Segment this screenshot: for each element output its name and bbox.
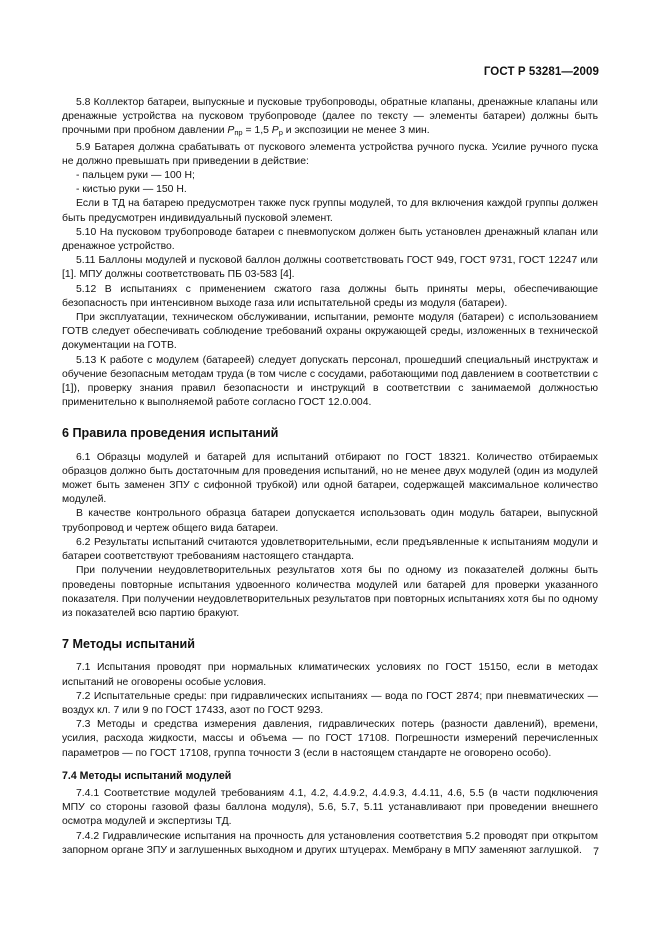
- pressure-subscript-pr: пр: [234, 128, 243, 138]
- paragraph-5-11: 5.11 Баллоны модулей и пусковой баллон должны соответствовать ГОСТ 949, ГОСТ 9731, ГОСТ 12247 или [1]. МПУ должны соответствовать ПБ 03-583 [4].: [62, 255, 598, 281]
- pressure-equation: = 1,5: [242, 125, 272, 137]
- paragraph-5-13: 5.13 К работе с модулем (батареей) следует допускать персонал, прошедший специальный инструктаж и обучение безопасным методам труда (в том числе с сосудами, работающими под давлением в соответствии с [1]), проверку знания правил безопасности и инструкций в соответствии с занимаемой должностью применительно к выполняемой работе согласно ГОСТ 12.0.004.: [62, 354, 598, 409]
- paragraph-6-1: 6.1 Образцы модулей и батарей для испытаний отбирают по ГОСТ 18321. Количество отбираемых образцов должно быть достаточным для проведения испытаний, но не менее двух модулей (один из модулей может быть заменен ЗПУ с сифонной трубкой) или одной батареи, содержащей максимальное количество модулей.: [62, 451, 598, 506]
- list-item-hand: - кистью руки — 150 Н.: [76, 184, 187, 196]
- paragraph-5-10: 5.10 На пусковом трубопроводе батареи с пневмопуском должен быть установлен дренажный клапан или дренажное устройство.: [62, 226, 598, 253]
- paragraph-5-8: [62, 96, 598, 141]
- paragraph-5-12: 5.12 В испытаниях с применением сжатого газа должны быть приняты меры, обеспечивающие безопасность при интенсивном выходе газа или испытательной среды из модуля (батареи).: [62, 283, 598, 309]
- paragraph-7-1: 7.1 Испытания проводят при нормальных климатических условиях по ГОСТ 15150, если в методах испытаний не оговорены особые условия.: [62, 662, 598, 688]
- paragraph-6-1-b: В качестве контрольного образца батареи допускается использовать один модуль батареи, выпускной трубопровод и чертеж общего вида батареи.: [62, 508, 598, 534]
- list-item-finger: - пальцем руки — 100 Н;: [76, 170, 195, 182]
- paragraph-6-2-b: При получении неудовлетворительных результатов хотя бы по одному из показателей должны быть проведены повторные испытания удвоенного количества модулей или батарей для проверки указанного показателя. При получении неудовлетворительных результатов при повторных испытаниях хотя бы по одному из показателей всю партию бракуют.: [62, 565, 598, 619]
- paragraph-7-3: 7.3 Методы и средства измерения давления, гидравлических потерь (разности давлений), времени, усилия, расхода жидкости, массы и объема — по ГОСТ 17108. Погрешности измерений перечисленных параметров — по ГОСТ 17108, группа точности 3 (если в настоящем стандарте не оговорено особо).: [62, 719, 598, 759]
- paragraph-7-2: 7.2 Испытательные среды: при гидравлических испытаниях — вода по ГОСТ 2874; при пневматических — воздух кл. 7 или 9 по ГОСТ 17433, азот по ГОСТ 9293.: [62, 690, 598, 716]
- paragraph-7-4-1: 7.4.1 Соответствие модулей требованиям 4.1, 4.2, 4.4.9.2, 4.4.9.3, 4.4.11, 4.6, 5.5 (в части подключения МПУ со стороны газовой фазы баллона модуля), 5.6, 5.7, 5.11 устанавливают при проведении внешнего осмотра модулей и экспертизы ТД.: [62, 787, 598, 828]
- paragraph-5-12-b: При эксплуатации, техническом обслуживании, испытании, ремонте модуля (батареи) с использованием ГОТВ следует обеспечивать соблюдение требований охраны окружающей среды, изложенных в технической документации на ГОТВ.: [62, 312, 598, 352]
- document-code: ГОСТ Р 53281—2009: [483, 66, 599, 78]
- pressure-symbol: P: [227, 125, 235, 137]
- paragraph-5-9: 5.9 Батарея должна срабатывать от пускового элемента устройства ручного пуска. Усилие ручного пуска не должно превышать при приведении в действие:: [62, 141, 598, 167]
- paragraph-5-8-text: 5.8 Коллектор батареи, выпускные и пусковые трубопроводы, обратные клапаны, дренажные клапаны или дренажные устройства на пусковом трубопроводе (далее по тексту — элементы батареи) должны быть прочными при пробном давлении: [62, 97, 598, 137]
- section-heading-6: 6 Правила проведения испытаний: [62, 426, 279, 441]
- document-body: [62, 96, 598, 858]
- pressure-symbol-2: P: [271, 125, 279, 137]
- page-number: 7: [593, 846, 599, 858]
- paragraph-7-4-2: 7.4.2 Гидравлические испытания на прочность для установления соответствия 5.2 проводят при открытом запорном органе ЗПУ и заглушенных выходном и других штуцерах. Мембрану в МПУ заменяют заглушкой.: [62, 830, 598, 856]
- paragraph-5-8-tail: и экспозиции не менее 3 мин.: [282, 125, 430, 137]
- subsection-heading-7-4: 7.4 Методы испытаний модулей: [62, 769, 232, 782]
- paragraph-5-9-b: Если в ТД на батарею предусмотрен также пуск группы модулей, то для включения каждой группы должен быть предусмотрен индивидуальный пусковой элемент.: [62, 198, 598, 224]
- section-heading-7: 7 Методы испытаний: [62, 637, 195, 652]
- paragraph-6-2: 6.2 Результаты испытаний считаются удовлетворительными, если предъявленные к испытаниям модули и батареи соответствуют требованиям настоящего стандарта.: [62, 536, 598, 563]
- pressure-subscript-r: р: [278, 128, 283, 138]
